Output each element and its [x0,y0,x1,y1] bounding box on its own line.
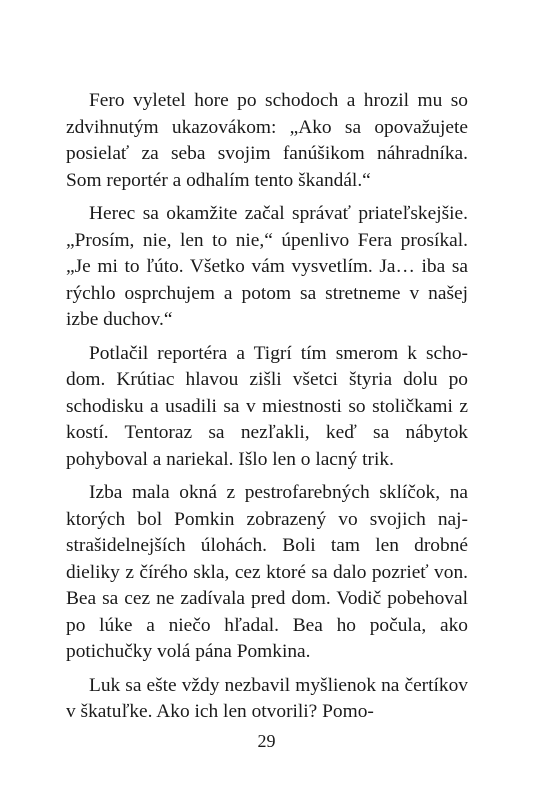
paragraph-3: Potlačil reportéra a Tigrí tím smerom k schodom. Krútiac hlavou zišli všetci štyria dolu po schodisku a usadili sa v miestnosti so stoličkami z kostí. Tentoraz sa nezľakli, keď sa nábytok pohyboval a nariekal. Išlo len o lacný trik. [66,342,468,470]
paragraph-5: Luk sa ešte vždy nezbavil myšlienok na čertíkov v škatuľke. Ako ich len otvorili? Pomo- [66,674,468,722]
book-page-text [66,88,468,733]
page-number: 29 [257,731,276,751]
paragraph-4: Izba mala okná z pestrofarebných sklíčok, na ktorých bol Pomkin zobrazený vo svojich najstrašidelnejších úlohách. Boli tam len drobné dieliky z čírého skla, cez ktoré sa dalo pozrieť von. Bea sa cez ne zadívala pred dom. Vodič pobehoval po lúke a niečo hľadal. Bea ho počula, ako potichučky volá pána Pomkina. [66,482,468,662]
paragraph-1: Fero vyletel hore po schodoch a hrozil mu so zdvihnutým ukazovákom: „Ako sa opovažujete posielať za seba svojim fanúšikom náhradníka. Som reportér a odhalím tento škandál.“ [66,90,468,191]
paragraph-2: Herec sa okamžite začal správať priateľskejšie. „Prosím, nie, len to nie,“ úpenlivo Fera prosíkal. „Je mi to ľúto. Všetko vám vysvetlím. Ja… iba sa rýchlo osprchujem a potom sa stretneme v našej izbe duchov.“ [66,203,468,330]
